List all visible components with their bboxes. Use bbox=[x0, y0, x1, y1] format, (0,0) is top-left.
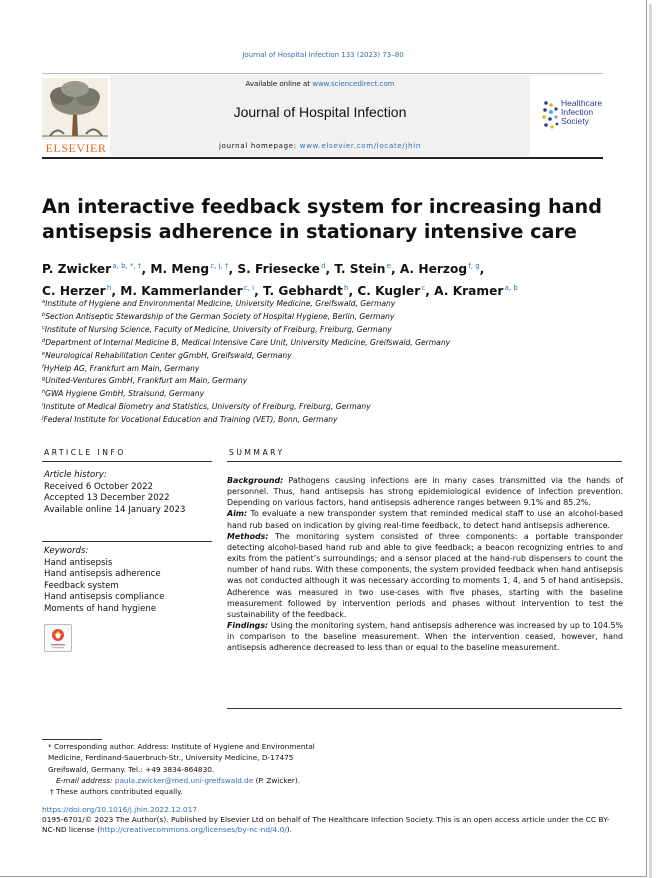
copyright-text: 0195-6701/© 2023 The Author(s). Published by Elsevier Ltd on behalf of The Healthcare Infection Society. This is an open access article under the CC BY-NC-ND license ( bbox=[42, 815, 610, 835]
email-note bbox=[42, 775, 327, 786]
header-top-rule bbox=[42, 73, 603, 74]
author-name: A. Herzog bbox=[399, 262, 468, 276]
corresponding-author-note: * Corresponding author. Address: Institute of Hygiene and Environmental Medicine, Ferdinand-Sauerbruch-Str., University Medicine, D-17475 Greifswald, Germany. Tel.: +49 3834-864830. bbox=[48, 742, 315, 774]
author-stein[interactable] bbox=[334, 262, 391, 276]
author-zwicker[interactable] bbox=[42, 262, 141, 276]
affiliation-marker: a bbox=[42, 299, 46, 305]
author-affil-marker[interactable]: h bbox=[344, 284, 349, 292]
summary-heading: SUMMARY bbox=[229, 448, 285, 457]
section-text: Using the monitoring system, hand antisepsis adherence was increased by up to 104.5% in comparison to the baseline measurement. When the intervention ceased, however, hand antisepsis adherence decreased to less than or equal to the baseline measurement. bbox=[227, 621, 623, 653]
author-name: P. Zwicker bbox=[42, 262, 112, 276]
author-name: T. Stein bbox=[334, 262, 386, 276]
author-list: P. Zwicker $^{a, b, *, \dagger}$, M. Meng $^{c, j, \dagger}$, S. Friesecke $^d$, T. Stein $^e$, A. Herzog $^{f, g}$, C. Herzer $^h$, M. Kammerlander $^{c, i}$, T. Gebhardt $^h$, C. Kugler $^c$, A. Kramer $^{a, b}$ bbox=[42, 262, 518, 298]
summary-body bbox=[227, 475, 623, 654]
section-text: The monitoring system consisted of three components: a portable transponder detecting alcohol-based hand rub and able to give feedback; a beacon recognizing entries to and exits from the patient’s surroundings; and a sensor placed at the hand-rub dispensers to count the number of hand rubs. With these components, the system provided feedback when hand antisepsis was not conducted although it was necessary according to moments 1, 4, and 5 of hand antisepsis. Adherence was measured in two use-cases with five phases, starting with the baseline measurement followed by intervention periods and phases without intervention to test the sustainability of the feedback. bbox=[227, 531, 623, 619]
affiliation-marker: i bbox=[42, 402, 44, 409]
affiliation-item bbox=[42, 413, 612, 426]
article-info-rule bbox=[42, 461, 212, 462]
journal-homepage bbox=[110, 142, 530, 150]
history-label: Article history: bbox=[44, 470, 107, 480]
author-affil-marker[interactable]: c bbox=[421, 284, 426, 292]
available-online bbox=[110, 80, 530, 88]
check-for-updates-icon bbox=[45, 625, 71, 651]
equal-contribution-note: † These authors contributed equally. bbox=[50, 787, 183, 797]
author-affil-marker[interactable]: a, b, *, † bbox=[112, 262, 142, 270]
affiliation-item bbox=[42, 310, 612, 323]
history-online: Available online 14 January 2023 bbox=[44, 504, 186, 515]
journal-reference[interactable]: Journal of Hospital Infection 133 (2023) 73–80 bbox=[242, 51, 404, 59]
author-affil-marker[interactable]: c, i bbox=[243, 284, 255, 292]
society-name bbox=[561, 99, 602, 126]
elsevier-wordmark[interactable]: ELSEVIER bbox=[45, 141, 107, 155]
doi-link[interactable]: https://doi.org/10.1016/j.jhin.2022.12.017 bbox=[42, 805, 198, 814]
affiliation-marker: d bbox=[42, 337, 46, 344]
author-gebhardt[interactable] bbox=[263, 284, 348, 298]
affiliation-item bbox=[42, 387, 612, 400]
affiliation-marker: c bbox=[42, 324, 45, 331]
section-head: Aim: bbox=[227, 509, 248, 519]
author-name: C. Herzer bbox=[42, 284, 106, 298]
author-name: T. Gebhardt bbox=[262, 284, 343, 298]
affiliation-text: Institute of Hygiene and Environmental Medicine, University Medicine, Greifswald, Germany bbox=[45, 299, 396, 308]
affiliation-text: United-Ventures GmbH, Frankfurt am Main, Germany bbox=[45, 376, 248, 386]
summary-bottom-rule bbox=[227, 708, 622, 709]
keyword-item: Hand antisepsis compliance bbox=[44, 592, 165, 603]
footnotes bbox=[42, 741, 327, 797]
history-received: Received 6 October 2022 bbox=[44, 481, 154, 492]
page-shadow bbox=[649, 4, 652, 878]
affiliation-item bbox=[42, 374, 612, 387]
email-link[interactable]: paula.zwicker@med.uni-greifswald.de bbox=[114, 775, 254, 785]
affiliation-marker: g bbox=[42, 376, 46, 383]
keyword-item: Hand antisepsis adherence bbox=[44, 569, 161, 580]
history-accepted: Accepted 13 December 2022 bbox=[44, 493, 170, 504]
summary-methods bbox=[227, 531, 623, 620]
article-info-heading: ARTICLE INFO bbox=[44, 448, 126, 457]
affiliation-item bbox=[42, 400, 612, 413]
copyright-notice bbox=[42, 815, 622, 835]
affiliation-text: Federal Institute for Vocational Education and Training (VET), Bonn, Germany bbox=[43, 415, 338, 425]
author-kramer[interactable] bbox=[434, 284, 518, 298]
author-affil-marker[interactable]: h bbox=[106, 284, 112, 292]
affiliation-marker: b bbox=[42, 311, 46, 318]
affiliation-text: Institute of Medical Biometry and Statistics, University of Freiburg, Freiburg, Germany bbox=[43, 402, 371, 412]
history-rule bbox=[42, 541, 212, 542]
affiliation-marker: f bbox=[42, 363, 44, 370]
article-history bbox=[44, 470, 214, 516]
affiliation-item bbox=[42, 323, 612, 336]
keyword-item: Hand antisepsis bbox=[44, 557, 113, 568]
affiliation-item bbox=[42, 336, 612, 349]
affiliation-text: Department of Internal Medicine B, Medical Intensive Care Unit, University Medicine, Greifswald, Germany bbox=[45, 337, 451, 347]
header-bottom-rule bbox=[42, 157, 603, 159]
available-prefix: Available online at bbox=[245, 80, 313, 88]
section-text: To evaluate a new transponder system that reminded medical staff to use an alcohol-based hand rub based on indication by giving real-time feedback, to detect hand antisepsis adherence. bbox=[227, 509, 623, 530]
affiliation-text: Institute of Nursing Science, Faculty of Medicine, University of Freiburg, Freiburg, Germany bbox=[44, 324, 392, 334]
author-name: A. Kramer bbox=[434, 284, 504, 298]
author-affil-marker[interactable]: e bbox=[386, 262, 391, 270]
homepage-link[interactable]: www.elsevier.com/locate/jhin bbox=[299, 142, 422, 150]
author-name: C. Kugler bbox=[357, 284, 421, 298]
affiliation-text: HyHelp AG, Frankfurt am Main, Germany bbox=[43, 363, 200, 373]
check-for-updates-button[interactable] bbox=[44, 624, 72, 652]
affiliation-item bbox=[42, 362, 612, 375]
author-name: M. Kammerlander bbox=[120, 284, 243, 298]
author-herzog[interactable] bbox=[400, 262, 480, 276]
summary-findings bbox=[227, 620, 623, 653]
license-link[interactable]: http://creativecommons.org/licenses/by-nc-nd/4.0/ bbox=[99, 825, 287, 835]
keyword-item: Feedback system bbox=[44, 580, 119, 591]
section-head: Background: bbox=[227, 476, 284, 485]
affiliation-text: GWA Hygiene GmbH, Stralsund, Germany bbox=[45, 389, 205, 399]
author-affil-marker[interactable]: d bbox=[321, 262, 326, 270]
email-label: E-mail address: bbox=[56, 775, 113, 785]
affiliation-list bbox=[42, 297, 612, 426]
keywords bbox=[44, 546, 214, 616]
author-meng[interactable] bbox=[150, 262, 228, 276]
author-kammerlander[interactable] bbox=[120, 284, 254, 298]
section-head: Findings: bbox=[227, 621, 269, 631]
affiliation-item bbox=[42, 349, 612, 362]
section-head: Methods: bbox=[227, 531, 269, 541]
section-text: Pathogens causing infections are in many cases transmitted via the hands of personnel. Thus, hand antisepsis has strong epidemiological evidence of infection prevention. Depending on various factors, hand antisepsis adherence ranges between 9.1% and 85.2%. bbox=[227, 476, 623, 508]
author-name: M. Meng bbox=[150, 262, 210, 276]
affiliation-marker: h bbox=[42, 389, 46, 396]
summary-aim bbox=[227, 508, 623, 530]
affiliation-text: Neurological Rehabilitation Center gGmbH, Greifswald, Germany bbox=[45, 350, 292, 360]
journal-title: Journal of Hospital Infection bbox=[233, 104, 407, 120]
copyright-end: ). bbox=[286, 825, 292, 835]
author-name: S. Friesecke bbox=[237, 262, 320, 276]
author-kugler[interactable] bbox=[357, 284, 425, 298]
keywords-label: Keywords: bbox=[44, 546, 89, 556]
author-affil-marker[interactable]: c, j, † bbox=[210, 262, 229, 270]
article-title: An interactive feedback system for increasing hand antisepsis adherence in stationary intensive care bbox=[42, 195, 602, 243]
affiliation-text: Section Antiseptic Stewardship of the German Society of Hospital Hygiene, Berlin, Germany bbox=[45, 311, 395, 321]
sciencedirect-link[interactable]: www.sciencedirect.com bbox=[312, 80, 395, 88]
society-line-3: Society bbox=[561, 116, 589, 126]
summary-rule bbox=[227, 461, 622, 462]
email-suffix: (P. Zwicker). bbox=[253, 775, 301, 785]
affiliation-marker: j bbox=[42, 415, 44, 422]
affiliation-item bbox=[42, 297, 612, 310]
society-line-1: Healthcare bbox=[561, 98, 603, 108]
author-affil-marker[interactable]: a, b bbox=[504, 284, 518, 292]
summary-background bbox=[227, 475, 623, 508]
affiliation-marker: e bbox=[42, 350, 46, 357]
homepage-prefix: journal homepage: bbox=[218, 142, 300, 150]
author-friesecke[interactable] bbox=[237, 262, 325, 276]
footnote-rule bbox=[42, 739, 102, 740]
keyword-item: Moments of hand hygiene bbox=[44, 603, 157, 614]
author-affil-marker[interactable]: f, g bbox=[468, 262, 480, 270]
society-line-2: Infection bbox=[561, 107, 594, 117]
author-herzer[interactable] bbox=[42, 284, 111, 298]
